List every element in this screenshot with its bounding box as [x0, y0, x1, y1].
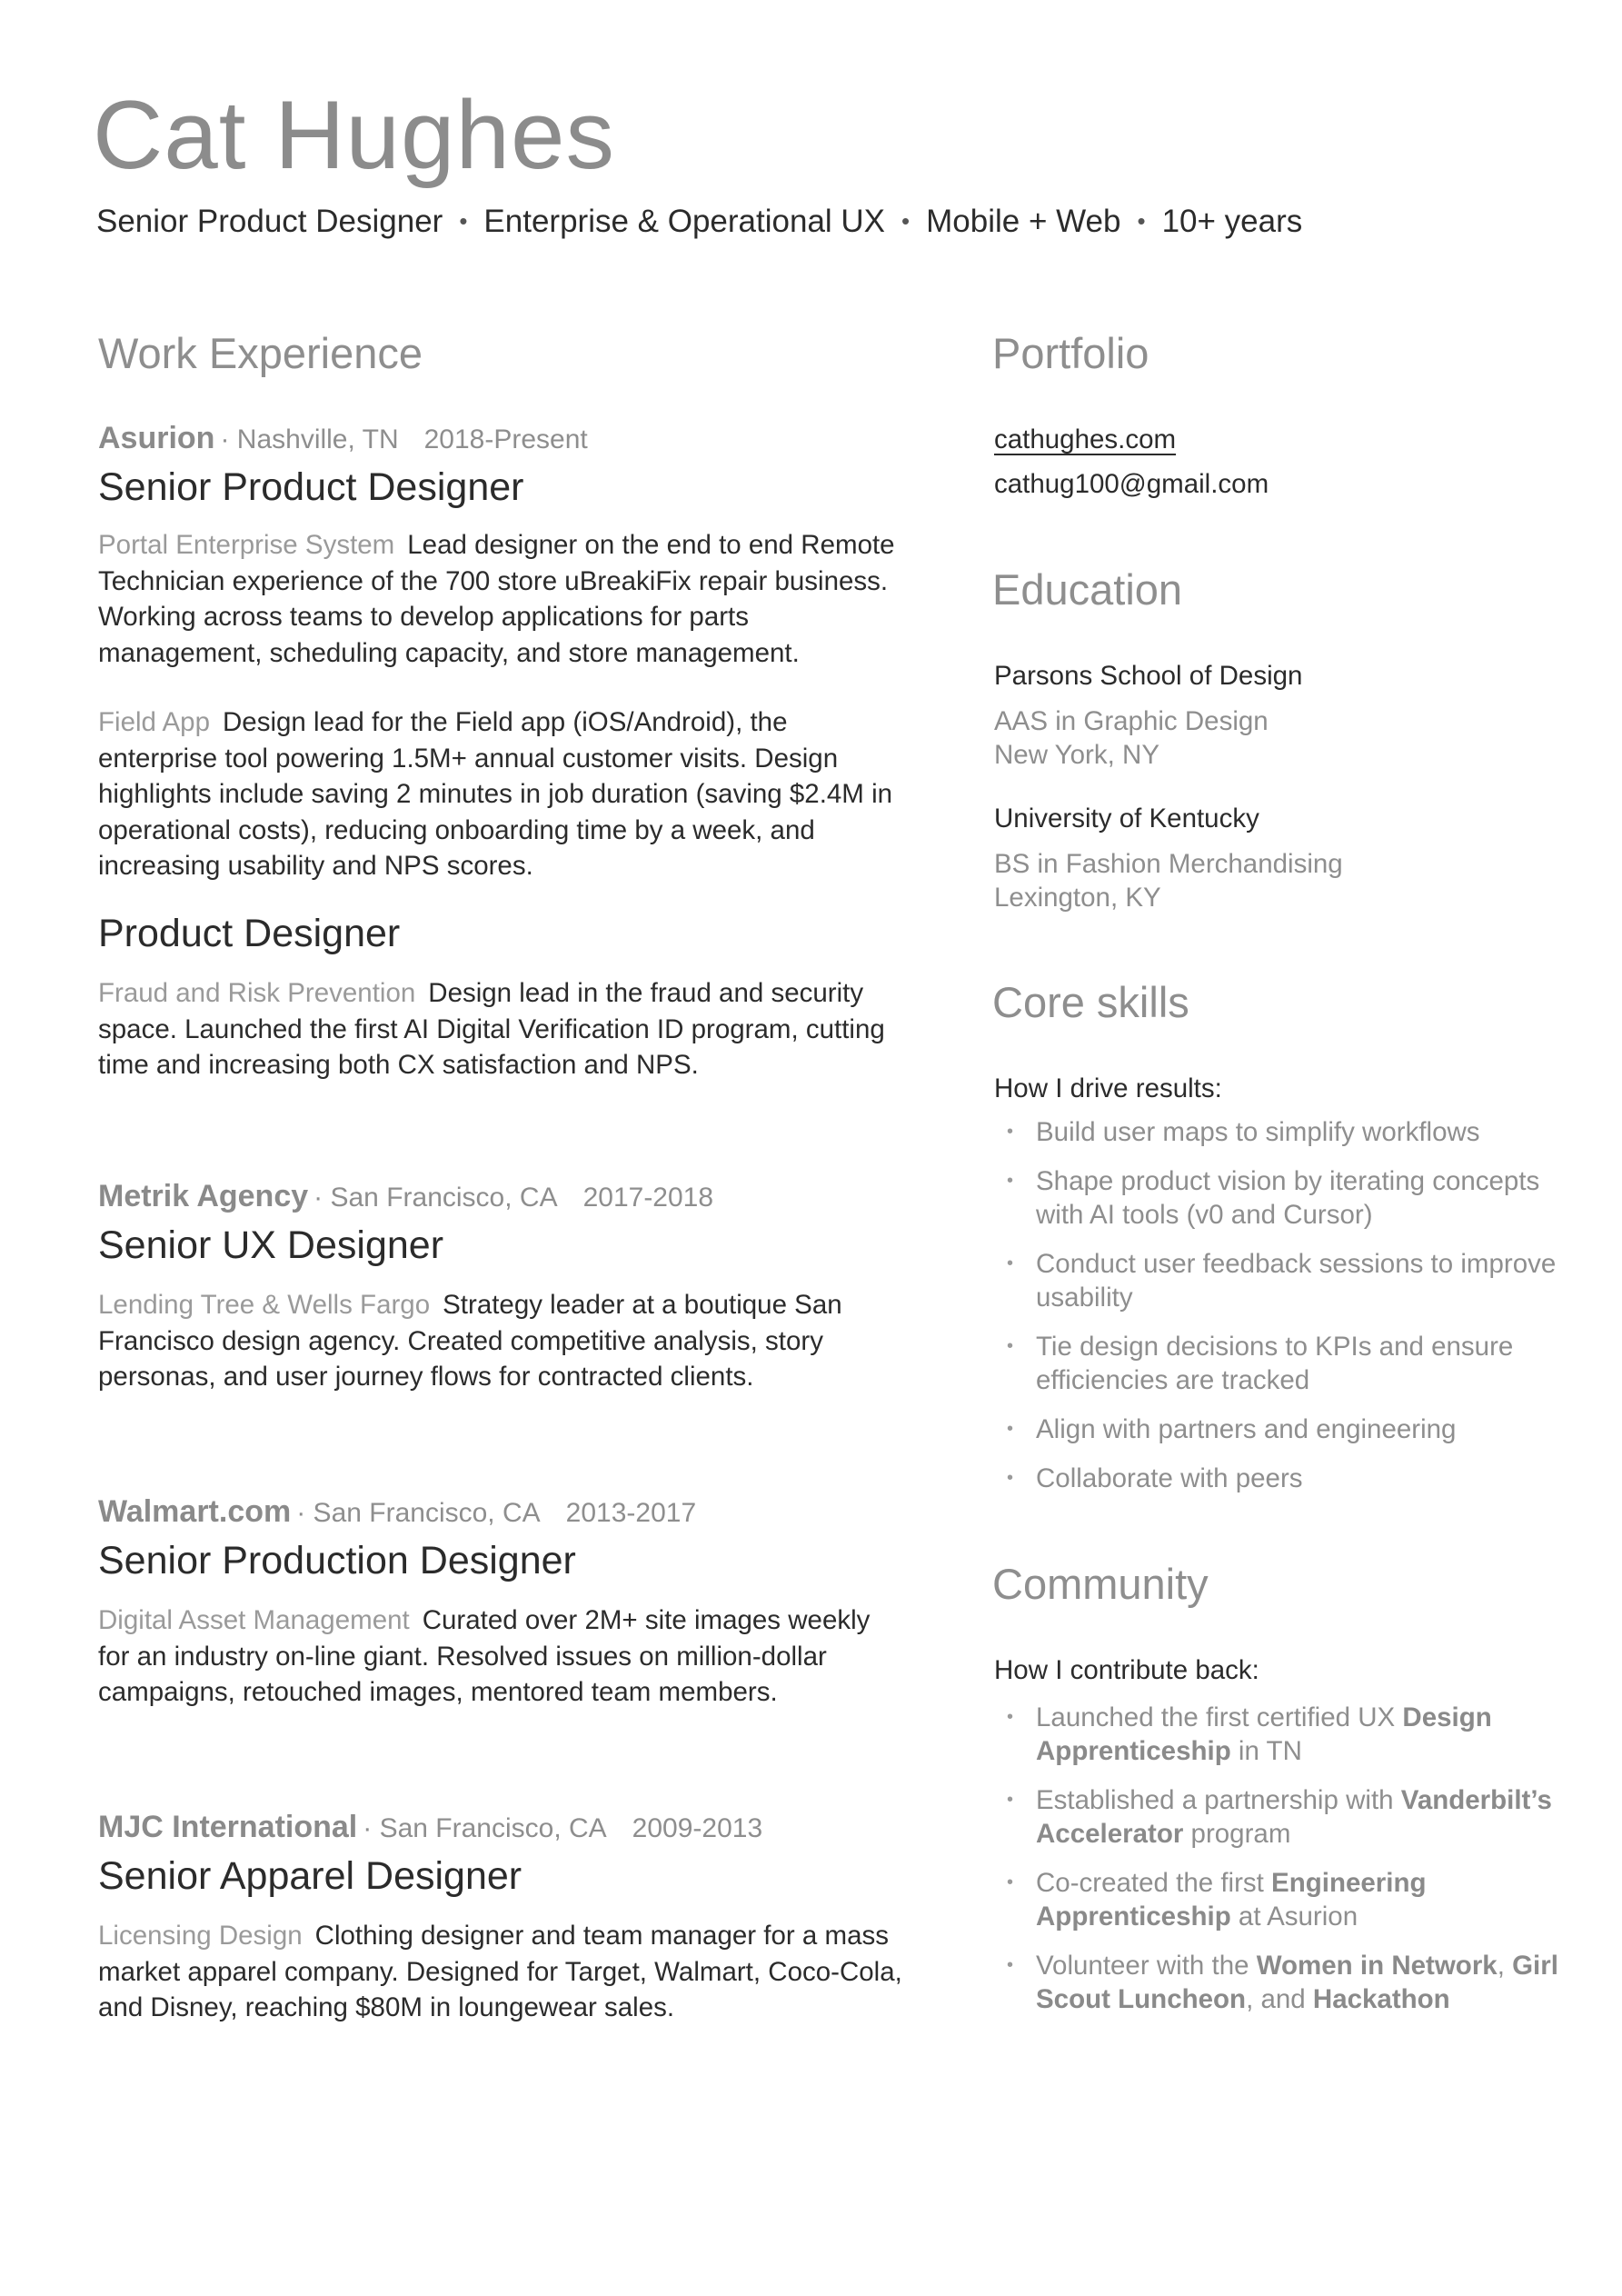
project-text: Design lead for the Field app (iOS/Android), the enterprise tool powering 1.5M+ annual customer visits. Design highlights include saving 2 minutes in job duration (saving $2.4M in operational costs), reducing onboarding time by a week, and increasing usability and NPS scores.: [98, 707, 893, 881]
community-highlight: Engineering Apprenticeship: [1036, 1868, 1427, 1932]
job-header-asurion: [98, 421, 588, 456]
job-role: Product Designer: [98, 912, 401, 955]
project-label: Portal Enterprise System: [98, 530, 395, 560]
project-label: Digital Asset Management: [98, 1605, 410, 1635]
community-highlight: Design Apprenticeship: [1036, 1702, 1492, 1766]
job-role: Senior UX Designer: [98, 1223, 444, 1267]
community-text: Established a partnership with: [1036, 1785, 1401, 1815]
project-text: Design lead in the fraud and security space. Launched the first AI Digital Verification ID program, cutting time and increasing both CX satisfaction and NPS.: [98, 978, 885, 1080]
project-label: Field App: [98, 707, 210, 737]
core-skills-title: Core skills: [992, 978, 1189, 1026]
tagline-separator: •: [1137, 207, 1146, 235]
community-text: Volunteer with the: [1036, 1951, 1257, 1981]
community-text: at Asurion: [1230, 1902, 1358, 1932]
job-description: [98, 975, 907, 1083]
job-description: [98, 527, 907, 671]
community-text: , and: [1246, 1984, 1313, 2014]
school-location: Lexington, KY: [994, 883, 1161, 913]
community-item: [1007, 1949, 1570, 2016]
school-name: University of Kentucky: [994, 804, 1259, 834]
skills-intro: How I drive results:: [994, 1073, 1222, 1103]
company-name: Asurion: [98, 421, 215, 455]
community-intro: How I contribute back:: [994, 1655, 1259, 1685]
community-text: in TN: [1230, 1736, 1302, 1766]
community-item: [1007, 1701, 1570, 1768]
skill-item: • Align with partners and engineering: [1007, 1413, 1570, 1446]
tagline-experience: 10+ years: [1161, 204, 1303, 239]
job-header-walmart: [98, 1494, 696, 1530]
community-item: [1007, 1866, 1570, 1933]
job-description: [98, 1918, 907, 2026]
project-text: Lead designer on the end to end Remote Technician experience of the 700 store uBreakiFix repair business. Working across teams to develop applications for parts management, scheduling capacity, and store management.: [98, 530, 895, 668]
job-dates: 2013-2017: [565, 1498, 697, 1528]
job-dates: 2017-2018: [582, 1183, 714, 1213]
school-name: Parsons School of Design: [994, 661, 1303, 691]
job-location: · San Francisco, CA: [296, 1498, 541, 1528]
skill-item: • Collaborate with peers: [1007, 1462, 1570, 1495]
tagline-focus: Enterprise & Operational UX: [483, 204, 886, 239]
company-name: Metrik Agency: [98, 1179, 309, 1213]
portfolio-title: Portfolio: [992, 329, 1149, 377]
job-description: [98, 704, 907, 884]
community-highlight: Girl Scout Luncheon: [1036, 1951, 1558, 2014]
tagline-separator: •: [459, 207, 468, 235]
project-label: Licensing Design: [98, 1921, 303, 1951]
skill-item: • Conduct user feedback sessions to improve usability: [1007, 1247, 1570, 1314]
community-highlight: Vanderbilt’s Accelerator: [1036, 1785, 1552, 1849]
job-role: Senior Apparel Designer: [98, 1854, 522, 1898]
community-item: [1007, 1783, 1570, 1851]
project-text: Strategy leader at a boutique San Francisco design agency. Created competitive analysis, story personas, and user journey flows for contracted clients.: [98, 1290, 842, 1392]
school-location: New York, NY: [994, 740, 1159, 770]
community-highlight: Women in Network: [1256, 1951, 1498, 1981]
community-text: Co-created the first: [1036, 1868, 1272, 1898]
project-label: Lending Tree & Wells Fargo: [98, 1290, 431, 1320]
skill-item: • Shape product vision by iterating concepts with AI tools (v0 and Cursor): [1007, 1164, 1570, 1232]
candidate-name: Cat Hughes: [93, 80, 616, 189]
job-dates: 2009-2013: [632, 1813, 763, 1843]
education-title: Education: [992, 565, 1183, 614]
tagline: [96, 204, 1302, 240]
community-title: Community: [992, 1560, 1209, 1608]
community-text: ,: [1497, 1951, 1513, 1981]
tagline-separator: •: [901, 207, 911, 235]
job-role: Senior Product Designer: [98, 465, 524, 509]
tagline-title: Senior Product Designer: [96, 204, 443, 239]
company-name: Walmart.com: [98, 1494, 292, 1529]
work-experience-title: Work Experience: [98, 329, 423, 377]
job-description: [98, 1287, 907, 1395]
degree: BS in Fashion Merchandising: [994, 849, 1343, 879]
company-name: MJC International: [98, 1810, 358, 1844]
contact-email: cathug100@gmail.com: [994, 469, 1269, 499]
job-header-metrik: [98, 1179, 713, 1214]
project-text: Clothing designer and team manager for a mass market apparel company. Designed for Target, Walmart, Coco-Cola, and Disney, reaching $80M in loungewear sales.: [98, 1921, 902, 2022]
job-dates: 2018-Present: [423, 424, 588, 454]
skill-item: • Tie design decisions to KPIs and ensure efficiencies are tracked: [1007, 1330, 1570, 1397]
job-description: [98, 1602, 907, 1711]
job-role: Senior Production Designer: [98, 1539, 576, 1582]
skills-list: [1007, 1115, 1570, 1511]
job-location: · Nashville, TN: [220, 424, 399, 454]
community-text: program: [1183, 1819, 1291, 1849]
community-text: Launched the first certified UX: [1036, 1702, 1403, 1732]
degree: AAS in Graphic Design: [994, 706, 1269, 736]
skill-item: • Build user maps to simplify workflows: [1007, 1115, 1570, 1149]
job-location: · San Francisco, CA: [363, 1813, 607, 1843]
project-label: Fraud and Risk Prevention: [98, 978, 416, 1008]
job-location: · San Francisco, CA: [313, 1183, 558, 1213]
community-highlight: Hackathon: [1312, 1984, 1450, 2014]
portfolio-website-link[interactable]: cathughes.com: [994, 424, 1177, 454]
job-header-mjc: [98, 1810, 762, 1845]
community-list: [1007, 1701, 1570, 2031]
project-text: Curated over 2M+ site images weekly for an industry on-line giant. Resolved issues on million-dollar campaigns, retouched images, mentored team members.: [98, 1605, 871, 1707]
tagline-platforms: Mobile + Web: [926, 204, 1121, 239]
